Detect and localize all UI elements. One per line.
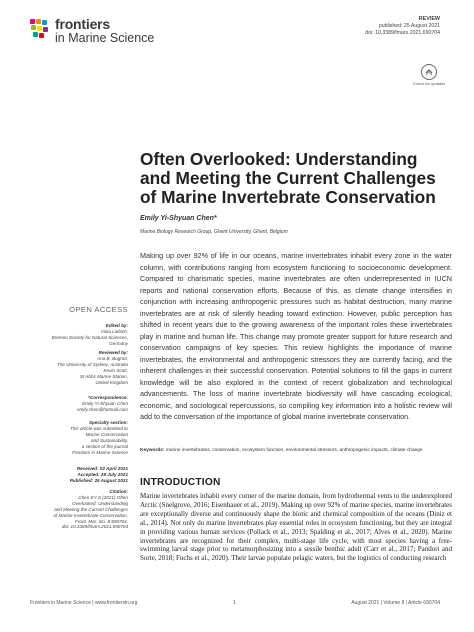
reviewer-line: Kevin Scott, bbox=[103, 367, 128, 373]
correspondence-block bbox=[30, 395, 128, 413]
article-meta bbox=[365, 16, 440, 37]
article-title: Often Overlooked: Understanding and Meeting the Current Challenges of Marine Invertebrate Conservation bbox=[140, 149, 436, 207]
correspondent-name: Emily Yi-Shyuan Chen bbox=[82, 400, 128, 406]
reviewer-line: Ana B. Bugnot, bbox=[97, 355, 128, 361]
published-date-sidebar: Published: 25 August 2021 bbox=[69, 477, 128, 483]
citation-label: Citation: bbox=[109, 489, 128, 494]
citation-line: Overlooked: Understanding bbox=[72, 500, 128, 506]
keywords-list: marine invertebrates, conservation, ecosystem function, environmental stressors, anthropogenic impacts, climate change bbox=[165, 448, 423, 453]
citation-block bbox=[30, 489, 128, 530]
section-heading-introduction: INTRODUCTION bbox=[140, 477, 221, 488]
editor-line: Viola Liebich, bbox=[100, 328, 128, 334]
edited-by-block bbox=[30, 323, 128, 347]
reviewer-line: United Kingdom bbox=[95, 379, 128, 385]
received-date: Received: 02 April 2021 bbox=[76, 466, 128, 471]
editor-line: Bremen Society for Natural Sciences, bbox=[51, 334, 128, 340]
article-type: REVIEW bbox=[418, 16, 440, 22]
correspondence-label: *Correspondence: bbox=[88, 395, 128, 400]
introduction-text: Marine invertebrates inhabit every corner of the marine domain, from hydrothermal vents to the underexplored Arctic (Snelgrove, 2016; Eisenhauer et al., 2019). Making up over 92% of marine species, marine invertebrates are exceptionally diverse and continuously shape the biotic and chemical composition of the oceans (Diniz et al., 2014). Not only do marine invertebrates play essential roles in ecosystem functioning, but they are integral in providing various human services (Pollack et al., 2013; Spalding et al., 2017; Alves et al., 2020). Marine invertebrates are recognized for their complex, multi-stage life cycle, with most species having a free-swimming larval stage prior to metamorphosizing into a sessile benthic adult (Carr et al., 2017; Pandori and Sorte, 2018; Fuchs et al., 2020). Their larvae populate pelagic waters, but the logistics of conducting research bbox=[140, 492, 452, 563]
open-access-label: OPEN ACCESS bbox=[69, 305, 128, 314]
citation-line: Front. Mar. Sci. 8:690704. bbox=[75, 518, 128, 524]
reviewed-by-label: Reviewed by: bbox=[98, 350, 128, 355]
check-updates-label[interactable]: Check for updates bbox=[412, 81, 446, 86]
specialty-line: Marine Conservation bbox=[85, 431, 128, 437]
specialty-block bbox=[30, 420, 128, 455]
citation-line: of Marine Invertebrate Conservation. bbox=[53, 512, 128, 518]
reviewer-line: St Abbs Marine Station, bbox=[79, 373, 128, 379]
frontiers-logo-icon bbox=[30, 19, 50, 39]
footer-volume-info: August 2021 | Volume 8 | Article 690704 bbox=[351, 600, 440, 606]
brand-name: frontiers bbox=[55, 16, 110, 32]
journal-logo bbox=[30, 17, 154, 45]
correspondent-email[interactable]: emily.chen@hotmail.com bbox=[76, 406, 128, 412]
accepted-date: Accepted: 28 July 2021 bbox=[77, 471, 128, 477]
specialty-line: a section of the journal bbox=[81, 443, 128, 449]
author-name[interactable]: Emily Yi-Shyuan Chen* bbox=[140, 215, 217, 222]
citation-doi[interactable]: doi: 10.3389/fmars.2021.690704 bbox=[61, 524, 128, 530]
check-updates-icon[interactable] bbox=[421, 64, 437, 80]
author-affiliation: Marine Biology Research Group, Ghent University, Ghent, Belgium bbox=[140, 229, 288, 235]
citation-line: and Meeting the Current Challenges bbox=[54, 506, 128, 512]
keywords-label: Keywords: bbox=[140, 448, 165, 453]
keywords bbox=[140, 448, 452, 454]
journal-name: in Marine Science bbox=[55, 31, 155, 45]
footer-journal-link[interactable]: Frontiers in Marine Science | www.frontiersin.org bbox=[30, 600, 138, 606]
page-number: 1 bbox=[233, 600, 236, 606]
published-date: published: 25 August 2021 bbox=[378, 23, 440, 30]
specialty-line: This article was submitted to bbox=[70, 425, 128, 431]
doi-link[interactable]: doi: 10.3389/fmars.2021.690704 bbox=[365, 29, 440, 36]
dates-block bbox=[30, 466, 128, 484]
specialty-label: Specialty section: bbox=[88, 420, 128, 425]
reviewer-line: The University of Sydney, Australia bbox=[57, 361, 128, 367]
specialty-line: Frontiers in Marine Science bbox=[72, 449, 128, 455]
abstract: Making up over 92% of life in our oceans, marine invertebrates inhabit every zone in the water column, with contributions ranging from ecosystem functioning to socioeconomic development. Compared to charismatic species, marine invertebrates are often underrepresented in IUCN reports and national conservation efforts. Because of this, as climate change intensifies in conjunction with increasing anthropogenic pressures such as habitat destruction, many marine invertebrates are at risk of silently heading toward extinction. However, public perception has shifted in recent years due to the growing awareness of the important roles these invertebrates play in marine and human life. This change may promote greater support for future research and conservation campaigns of key species. This review highlights the importance of marine invertebrates, the environmental and anthropogenic stressors they are currently facing, and the inherent challenges in their successful conservation. Potential solutions to fill the gaps in current knowledge will be also explored in the context of recent globalization and technological advancements. The loss of marine invertebrate biodiversity will have cascading ecological, economic, and sociological repercussions, so compiling key information into a holistic review will add to the conversation of the importance of global marine invertebrate conservation. bbox=[140, 251, 452, 421]
specialty-line: and Sustainability, bbox=[91, 437, 128, 443]
editor-line: Germany bbox=[109, 340, 128, 346]
reviewed-by-block bbox=[30, 350, 128, 385]
edited-by-label: Edited by: bbox=[105, 323, 128, 328]
citation-line: Chen EY-S (2021) Often bbox=[78, 494, 128, 500]
